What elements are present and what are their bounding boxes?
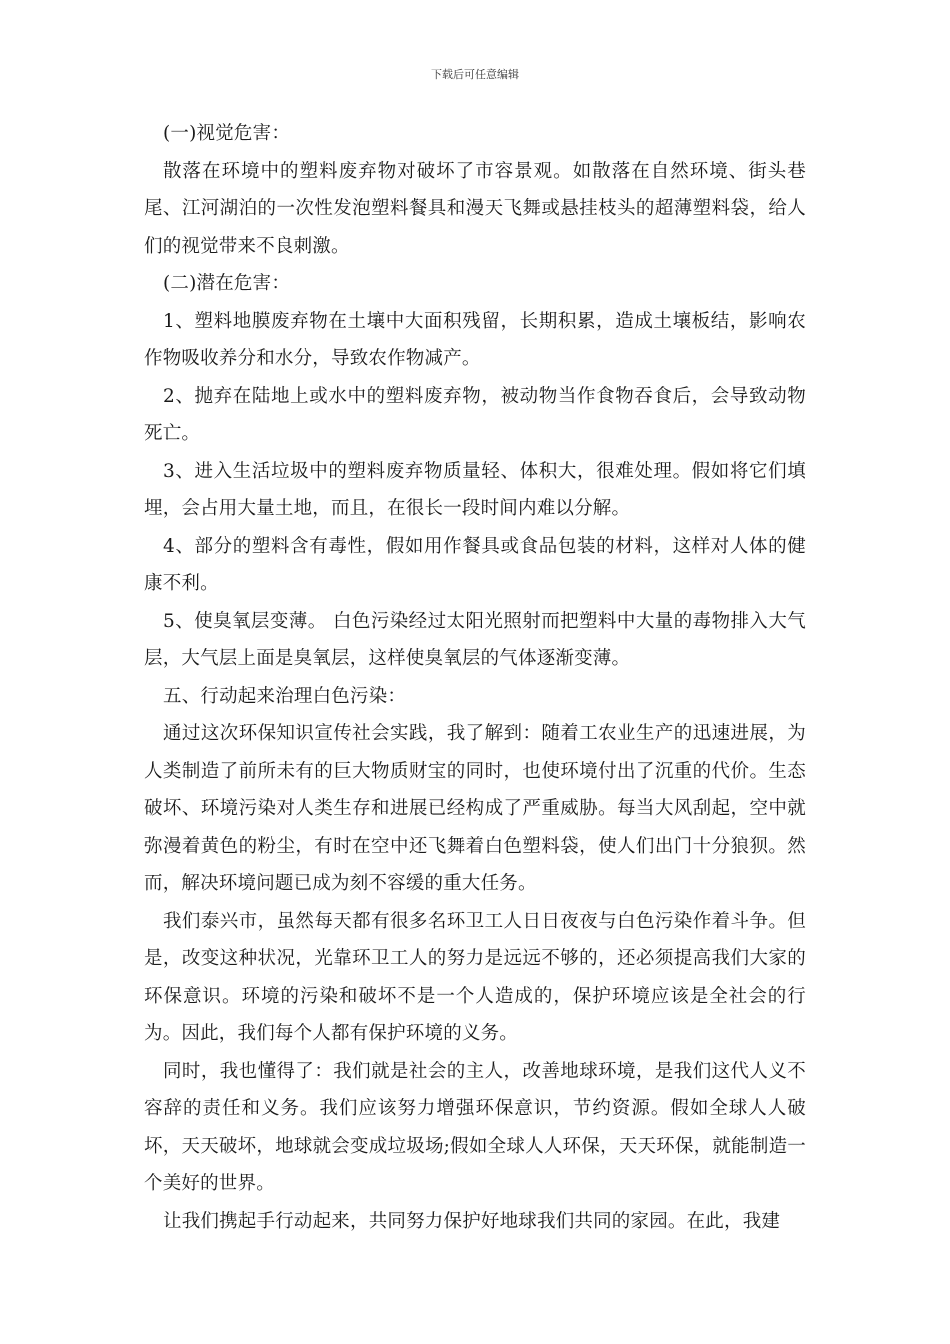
list-item: 1、塑料地膜废弃物在土壤中大面积残留，长期积累，造成土壤板结，影响农作物吸收养分和水分，导致农作物减产。 [144, 310, 806, 369]
document-body [144, 115, 806, 1240]
list-item: 2、抛弃在陆地上或水中的塑料废弃物，被动物当作食物吞食后，会导致动物死亡。 [144, 385, 806, 444]
list-item: 4、部分的塑料含有毒性，假如用作餐具或食品包装的材料，这样对人体的健康不利。 [144, 535, 806, 594]
page-header: 下载后可任意编辑 [431, 68, 519, 81]
paragraph: 让我们携起手行动起来，共同努力保护好地球我们共同的家园。在此，我建 [163, 1210, 781, 1232]
paragraph: 我们泰兴市，虽然每天都有很多名环卫工人日日夜夜与白色污染作着斗争。但是，改变这种状况，光靠环卫工人的努力是远远不够的，还必须提高我们大家的环保意识。环境的污染和破坏不是一个人造成的，保护环境应该是全社会的行为。因此，我们每个人都有保护环境的义务。 [144, 910, 806, 1044]
section-heading-visual-harm: (一)视觉危害： [163, 123, 291, 144]
paragraph: 散落在环境中的塑料废弃物对破坏了市容景观。如散落在自然环境、街头巷尾、江河湖泊的一次性发泡塑料餐具和漫天飞舞或悬挂枝头的超薄塑料袋，给人们的视觉带来不良刺激。 [144, 160, 806, 257]
list-item: 3、进入生活垃圾中的塑料废弃物质量轻、体积大，很难处理。假如将它们填埋，会占用大量土地，而且，在很长一段时间内难以分解。 [144, 460, 806, 519]
section-heading-potential-harm: (二)潜在危害： [163, 273, 291, 294]
section-heading-action: 五、行动起来治理白色污染： [163, 685, 407, 707]
paragraph: 同时，我也懂得了：我们就是社会的主人，改善地球环境，是我们这代人义不容辞的责任和义务。我们应该努力增强环保意识，节约资源。假如全球人人破坏，天天破坏，地球就会变成垃圾场;假如全球人人环保，天天环保，就能制造一个美好的世界。 [144, 1060, 806, 1194]
list-item: 5、使臭氧层变薄。 白色污染经过太阳光照射而把塑料中大量的毒物排入大气层，大气层上面是臭氧层，这样使臭氧层的气体逐渐变薄。 [144, 610, 806, 669]
paragraph: 通过这次环保知识宣传社会实践，我了解到：随着工农业生产的迅速进展，为人类制造了前所未有的巨大物质财宝的同时，也使环境付出了沉重的代价。生态破坏、环境污染对人类生存和进展已经构成了严重威胁。每当大风刮起，空中就弥漫着黄色的粉尘，有时在空中还飞舞着白色塑料袋，使人们出门十分狼狈。然而，解决环境问题已成为刻不容缓的重大任务。 [144, 723, 806, 894]
